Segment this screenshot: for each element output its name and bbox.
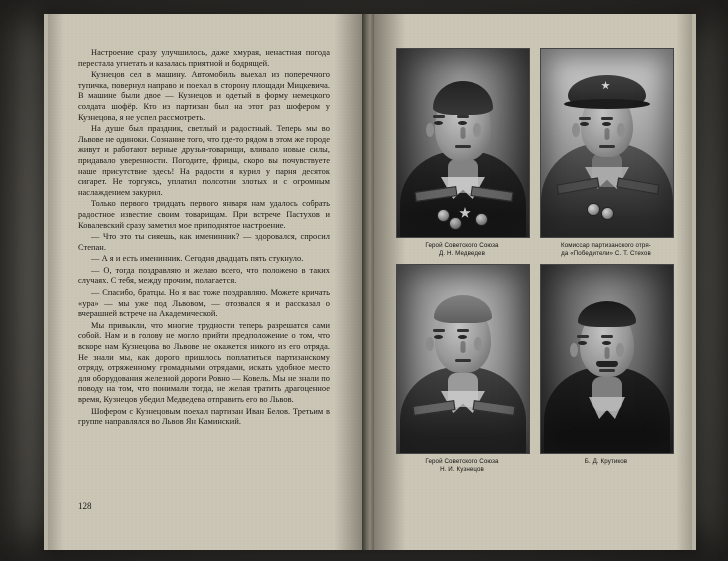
photo-stekhov [540, 48, 674, 238]
photo-plate [396, 48, 672, 480]
caption-line-1: Б. Д. Крутиков [584, 458, 628, 465]
photo-row [396, 48, 672, 258]
paragraph: Шофером с Кузнецовым поехал партизан Иван Белов. Третьим в группе направлялся во Львов Ян Каминский. [78, 406, 330, 427]
paragraph: — А я и есть именинник. Сегодня двадцать пять стукнуло. [91, 254, 304, 264]
body-text-column [78, 48, 330, 429]
caption-line-2: Д. Н. Медведев [439, 250, 485, 257]
photo-medvedev [396, 48, 530, 238]
open-book-spread [44, 14, 696, 550]
photo-caption [540, 242, 672, 258]
caption-line-1: Комиссар партизанского отря- [561, 242, 651, 249]
page-number: 128 [78, 501, 92, 511]
photo-caption [396, 458, 528, 474]
photo-cell-kuznetsov [396, 264, 528, 474]
photo-kuznetsov [396, 264, 530, 454]
left-page [48, 14, 366, 550]
paragraph: Настроение сразу улучшилось, даже хмурая, ненастная погода перестала угнетать и казалась приятной и бодрящей. [78, 48, 330, 68]
paragraph: — Спасибо, братцы. Но я вас тоже поздравляю. Можете кричать «ура» — мы уже под Львовом, — отозвался я и рассказал о вчерашней встрече на Академической. [78, 288, 330, 319]
right-page [374, 14, 692, 550]
paragraph: Кузнецов сел в машину. Автомобиль выехал из поперечного тупичка, повернул направо и поехал в сторону площади Мицкевича. В машине были двое — Кузнецов и одетый в форму немецкого солдата шофёр. Кто из партизан был на этот раз шофером у Кузнецова, я не успел рассмотреть. [78, 70, 330, 122]
photo-caption [540, 458, 672, 466]
paragraph: — Что это ты сияешь, как именинник? — здоровался, спросил Степан. [78, 232, 330, 252]
paragraph: На душе был праздник, светлый и радостный. Теперь мы во Львове не одиноки. Сознание того, что где-то рядом в этом же городе живут и работают верные друзья-товарищи, вливало новые силы, придавало уверенности. Погодите, фрицы, скоро вы почувствуете наше присутствие здесь! На радости я курил у парня десяток сигарет. Не торгуясь, уплатил полсотни злотых и с огромным наслаждением закурил. [78, 124, 330, 197]
photo-row [396, 264, 672, 474]
paragraph: — О, тогда поздравляю и желаю всего, что положено в таких случаях. С тебя, между прочим, полагается. [78, 265, 330, 286]
photo-cell-medvedev [396, 48, 528, 258]
paragraph: Мы привыкли, что многие трудности теперь разрешатся сами собой. Нам и в голову не могло прийти предположение о том, что вскоре нам Кузнецова во Львове не окажется никого из его отряда. Не знали мы, как дорого пришлось поплатиться партизанскому отряду, отряженному громадными отрядами, искать удобное место для оборудования железной дороги Ровно — Ковель. Мы не знали по поводу на том, что понимали тогда, не желая тратить драгоценное время, Кузнецов убедил Медведева отправить его во Львов. [78, 320, 330, 404]
photo-cell-stekhov [540, 48, 672, 258]
caption-line-1: Герой Советского Союза [425, 242, 499, 249]
photo-cell-krutikov [540, 264, 672, 474]
photo-krutikov [540, 264, 674, 454]
caption-line-1: Герой Советского Союза [425, 458, 499, 465]
caption-line-2: да «Победители» С. Т. Стехов [561, 250, 651, 257]
caption-line-2: Н. И. Кузнецов [440, 466, 484, 473]
paragraph: Только первого тридцать первого января нам удалось собрать радостное известие своим товарищам. При встрече Пастухов и Ковалевский сразу заметил мое приподнятое настроение. [78, 199, 330, 230]
photo-caption [396, 242, 528, 258]
